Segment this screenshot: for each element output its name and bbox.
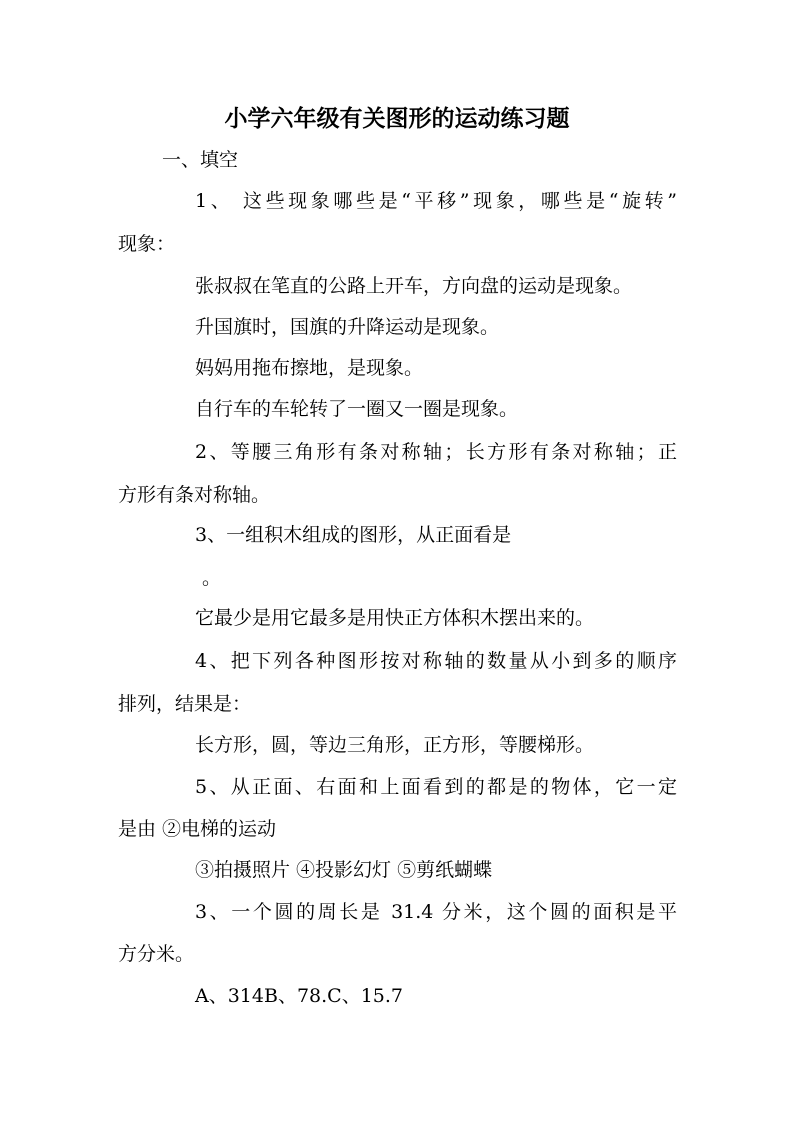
- question-5-line-2: 是由 ②电梯的运动: [118, 818, 277, 840]
- question-5-line-1: [195, 775, 677, 799]
- question-2-line-1: [195, 440, 677, 464]
- question-3-line-2: 。: [202, 567, 222, 589]
- question-4-line-1: [195, 649, 677, 673]
- question-1-item-3: 妈妈用拖布擦地，是现象。: [195, 357, 424, 379]
- question-4-line-3: 长方形，圆，等边三角形，正方形，等腰梯形。: [195, 734, 595, 756]
- section-heading: 一、填空: [162, 149, 239, 171]
- question-1-line-1: [195, 189, 677, 213]
- question-1-line-2: 现象：: [118, 233, 176, 255]
- question-6-line-1: [195, 900, 677, 924]
- question-4-line-2: 排列，结果是：: [118, 693, 252, 715]
- document-title: 小学六年级有关图形的运动练习题: [224, 105, 570, 132]
- question-2-line-2: 方形有条对称轴。: [118, 484, 271, 506]
- question-2-text: 2、等腰三角形有条对称轴；长方形有条对称轴；正: [195, 441, 677, 463]
- question-1-item-1: 张叔叔在笔直的公路上开车，方向盘的运动是现象。: [195, 275, 633, 297]
- question-3-line-3: 它最少是用它最多是用快正方体积木摆出来的。: [195, 607, 595, 629]
- question-6-text: 3、一个圆的周长是 31.4 分米，这个圆的面积是平: [195, 901, 677, 923]
- question-1-item-2: 升国旗时，国旗的升降运动是现象。: [195, 316, 500, 338]
- question-4-text: 4、把下列各种图形按对称轴的数量从小到多的顺序: [195, 650, 677, 672]
- question-1-text: 1、 这些现象哪些是“平移”现象，哪些是“旋转”: [195, 190, 677, 212]
- question-5-text: 5、从正面、右面和上面看到的都是的物体，它一定: [195, 776, 677, 798]
- question-5-line-3: ③拍摄照片 ④投影幻灯 ⑤剪纸蝴蝶: [195, 859, 493, 881]
- question-6-line-3: A、314B、78.C、15.7: [195, 985, 404, 1007]
- question-1-item-4: 自行车的车轮转了一圈又一圈是现象。: [195, 398, 519, 420]
- question-6-line-2: 方分米。: [118, 943, 195, 965]
- question-3-line-1: 3、一组积木组成的图形，从正面看是: [195, 524, 512, 546]
